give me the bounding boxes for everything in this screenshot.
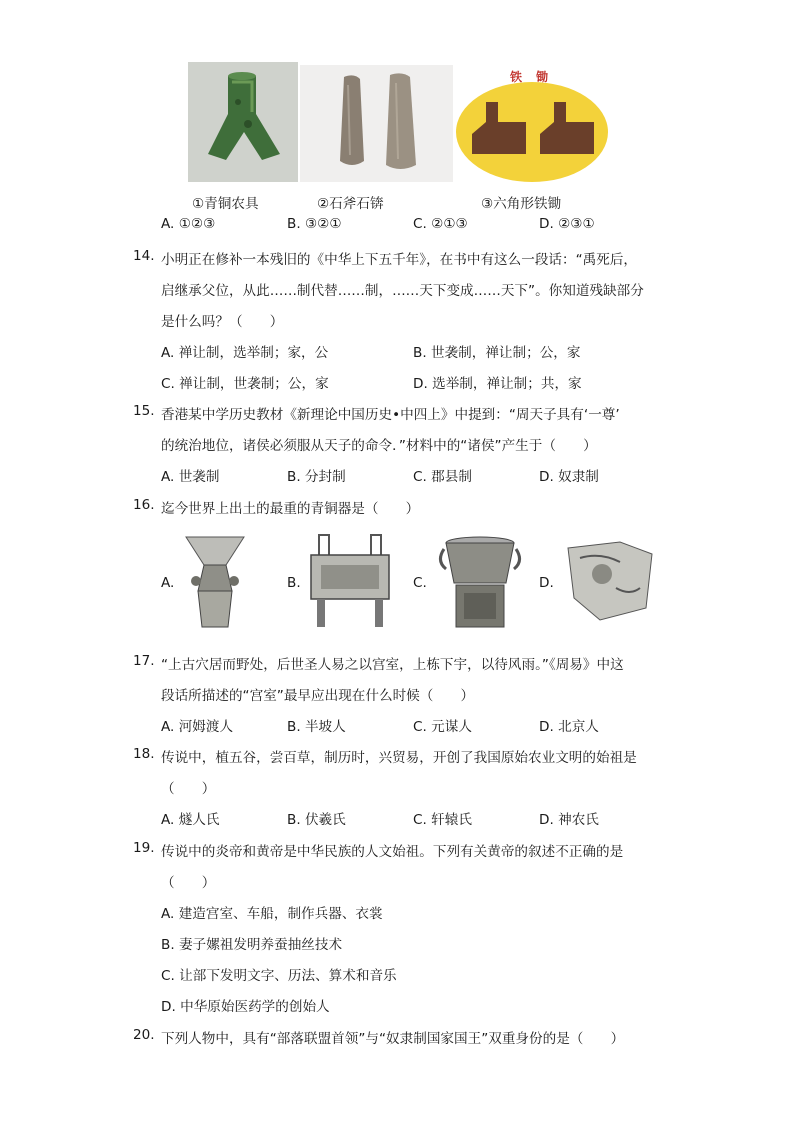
q13-option-a[interactable]: A. ①②③	[161, 216, 216, 232]
q14-line-1: 小明正在修补一本残旧的《中华上下五千年》，在书中有这么一段话：“禹死后，	[161, 252, 638, 268]
q15-option-d[interactable]: D. 奴隶制	[539, 469, 599, 485]
q15-number: 15.	[133, 403, 155, 419]
q19-option-d[interactable]: D. 中华原始医药学的创始人	[161, 999, 330, 1015]
q13-option-d[interactable]: D. ②③①	[539, 216, 595, 232]
gui-vessel-image	[436, 533, 524, 629]
q14-option-d[interactable]: D. 选举制，禅让制；共，家	[413, 376, 582, 392]
q19-option-c[interactable]: C. 让部下发明文字、历法、算术和音乐	[161, 968, 397, 984]
q18-line-2: （ ）	[161, 781, 216, 797]
bronze-farm-tool-image	[188, 62, 298, 182]
q16-option-c[interactable]: C.	[413, 575, 427, 591]
q18-line-1: 传说中，植五谷，尝百草，制历时，兴贸易，开创了我国原始农业文明的始祖是	[161, 750, 637, 766]
q19-option-a[interactable]: A. 建造宫室、车船，制作兵器、衣裳	[161, 906, 383, 922]
q17-option-b[interactable]: B. 半坡人	[287, 719, 346, 735]
q15-option-c[interactable]: C. 郡县制	[413, 469, 472, 485]
q13-option-b[interactable]: B. ③②①	[287, 216, 342, 232]
q16-option-b[interactable]: B.	[287, 575, 301, 591]
q15-line-1: 香港某中学历史教材《新理论中国历史•中四上》中提到：“周天子具有‘一尊’	[161, 407, 620, 423]
q14-option-c[interactable]: C. 禅让制，世袭制；公，家	[161, 376, 329, 392]
q14-number: 14.	[133, 248, 155, 264]
q18-option-a[interactable]: A. 燧人氏	[161, 812, 220, 828]
image-label-2: ②石斧石锛	[317, 196, 384, 212]
q14-line-2: 启继承父位，从此……制代替……制，……天下变成……天下”。你知道残缺部分	[161, 283, 644, 299]
q18-option-b[interactable]: B. 伏羲氏	[287, 812, 346, 828]
q18-option-d[interactable]: D. 神农氏	[539, 812, 599, 828]
q17-option-a[interactable]: A. 河姆渡人	[161, 719, 234, 735]
q14-option-a[interactable]: A. 禅让制，选举制；家，公	[161, 345, 329, 361]
q15-line-2: 的统治地位，诸侯必须服从天子的命令．”材料中的“诸侯”产生于（ ）	[161, 438, 597, 454]
zun-vessel-image	[182, 533, 248, 631]
q20-number: 20.	[133, 1027, 155, 1043]
q17-option-c[interactable]: C. 元谋人	[413, 719, 472, 735]
q18-number: 18.	[133, 746, 155, 762]
q15-option-b[interactable]: B. 分封制	[287, 469, 346, 485]
stone-axe-image	[300, 65, 453, 182]
q17-line-2: 段话所描述的“宫室”最早应出现在什么时候（ ）	[161, 688, 475, 704]
ding-vessel-image	[305, 533, 395, 629]
q17-number: 17.	[133, 653, 155, 669]
mask-vessel-image	[560, 538, 658, 624]
q19-option-b[interactable]: B. 妻子嫘祖发明养蚕抽丝技术	[161, 937, 343, 953]
q16-line-1: 迄今世界上出土的最重的青铜器是（ ）	[161, 501, 420, 517]
q15-option-a[interactable]: A. 世袭制	[161, 469, 220, 485]
q16-number: 16.	[133, 497, 155, 513]
q13-option-c[interactable]: C. ②①③	[413, 216, 468, 232]
q16-option-d[interactable]: D.	[539, 575, 554, 591]
q17-option-d[interactable]: D. 北京人	[539, 719, 599, 735]
iron-hoe-title: 铁锄	[510, 70, 563, 84]
q17-line-1: “上古穴居而野处，后世圣人易之以宫室，上栋下宇，以待风雨。”《周易》中这	[161, 657, 624, 673]
q20-line-1: 下列人物中，具有“部落联盟首领”与“奴隶制国家国王”双重身份的是（ ）	[161, 1031, 625, 1047]
image-label-3: ③六角形铁锄	[481, 196, 562, 212]
image-label-1: ①青铜农具	[192, 196, 259, 212]
q18-option-c[interactable]: C. 轩辕氏	[413, 812, 472, 828]
q19-number: 19.	[133, 840, 155, 856]
q14-option-b[interactable]: B. 世袭制，禅让制；公，家	[413, 345, 581, 361]
q16-option-a[interactable]: A.	[161, 575, 175, 591]
q14-line-3: 是什么吗？（ ）	[161, 314, 284, 330]
q19-line-2: （ ）	[161, 875, 216, 891]
q19-line-1: 传说中的炎帝和黄帝是中华民族的人文始祖。下列有关黄帝的叙述不正确的是	[161, 844, 624, 860]
